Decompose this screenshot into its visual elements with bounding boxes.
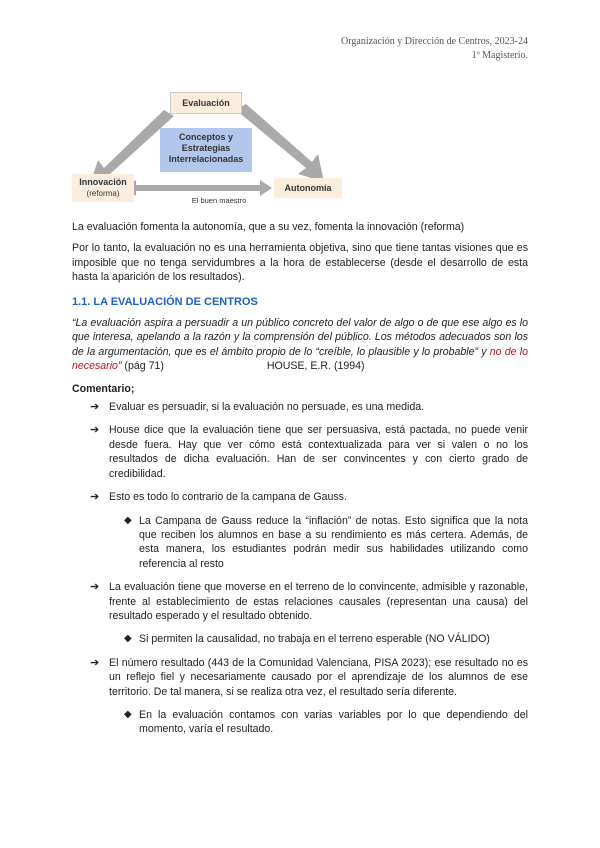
document-body [72, 220, 528, 746]
header-year: 1º Magisterio. [471, 50, 528, 61]
diagram-innovation-box [72, 174, 134, 202]
list-item [72, 490, 528, 571]
sub-item-text: Si permiten la causalidad, no trabaja en el terreno esperable (NO VÁLIDO) [139, 633, 490, 646]
center-line-3: Interrelacionadas [168, 154, 244, 164]
arrow-right-icon: ➔ [90, 424, 100, 437]
sub-item-text: En la evaluación contamos con varias variables por lo que dependiendo del momento, varía el resultado. [139, 708, 528, 736]
diagram-evaluation-box: Evaluación [170, 92, 242, 114]
list-item-text: El número resultado (443 de la Comunidad Valenciana, PISA 2023); ese resultado no es un reflejo fiel y necesariamente causado por el aprendizaje de los alumnos de ese territorio. De tal manera, si se realiza otra vez, el resultado sería diferente. [109, 656, 528, 698]
list-item-text: House dice que la evaluación tiene que ser persuasiva, está pactada, no puede venir desde fuera. Hay que ver cómo está contextualizada para ver si valen o no los resultados de dicha evaluación. Han de ser convincentes y con cierto grado de credibilidad. [109, 424, 528, 480]
diagram-bottom-label: El buen maestro [191, 196, 247, 205]
quote-end: ” [117, 360, 125, 373]
list-item-text: Evaluar es persuadir, si la evaluación no persuade, es una medida. [109, 401, 425, 414]
intro-paragraph-2: Por lo tanto, la evaluación no es una herramienta objetiva, sino que tiene tantas visiones que es imposible que no tenga servidumbres a la hora de establecerse (desde el desarrollo de esta hasta la aparición de los resultados). [72, 242, 528, 284]
quote-red: no de lo necesario [72, 345, 528, 373]
arrow-right-icon: ➔ [90, 581, 100, 594]
innovation-title: Innovación [79, 177, 127, 187]
diamond-bullet-icon: ◆ [124, 708, 132, 720]
quote-author: HOUSE, E.R. (1994) [266, 360, 365, 373]
quote-main: “La evaluación aspira a persuadir a un público concreto del valor de algo o de que ese algo es lo que interesa, apelando a la razón y la comprensión del público. Los métodos adecuados son los de la argumentación, que es el ámbito propio de lo “creíble, lo plausible y lo probable” y [72, 317, 528, 358]
sub-list-item [109, 632, 528, 646]
arrow-innovation-autonomy [124, 180, 272, 196]
evaluation-diagram [72, 88, 362, 208]
sub-item-text: La Campana de Gauss reduce la “inflación” de notas. Esto significa que la nota que reciben los alumnos en base a su rendimiento es más certera. Además, de esta manera, los estudiantes podrán medir sus habilidades utilizando como referencia al resto [139, 514, 528, 570]
sub-list [109, 632, 528, 646]
section-title: 1.1. LA EVALUACIÓN DE CENTROS [72, 295, 258, 308]
diagram-autonomy-box: Autonomía [274, 178, 342, 198]
intro-paragraph-1: La evaluación fomenta la autonomía, que a su vez, fomenta la innovación (reforma) [72, 221, 465, 233]
sub-list-item [109, 708, 528, 737]
sub-list [109, 514, 528, 572]
arrow-right-icon: ➔ [90, 401, 100, 414]
page-header [341, 35, 528, 63]
sub-list [109, 708, 528, 737]
comentario-title: Comentario; [72, 382, 135, 395]
list-item [72, 656, 528, 737]
quote-page: (pág 71) [124, 360, 164, 373]
innovation-sub: (reforma) [86, 189, 120, 198]
diamond-bullet-icon: ◆ [124, 514, 132, 526]
list-item [72, 580, 528, 647]
sub-list-item [109, 514, 528, 572]
diagram-center-box [160, 128, 252, 172]
center-line-1: Conceptos y [178, 132, 233, 142]
comment-list [72, 400, 528, 737]
list-item-text: Esto es todo lo contrario de la campana de Gauss. [109, 491, 347, 504]
center-line-2: Estrategias [181, 143, 231, 153]
arrow-right-icon: ➔ [90, 491, 100, 504]
diamond-bullet-icon: ◆ [124, 633, 132, 645]
header-course: Organización y Dirección de Centros, 2023-24 [341, 36, 528, 47]
house-quote [72, 316, 528, 374]
list-item [72, 400, 528, 414]
list-item-text: La evaluación tiene que moverse en el terreno de lo convincente, admisible y razonable, frente al establecimiento de estas relaciones causales (representan una causa) del resultado esperado y el resultado obtenido. [109, 581, 528, 622]
list-item [72, 423, 528, 481]
arrow-right-icon: ➔ [90, 656, 100, 669]
